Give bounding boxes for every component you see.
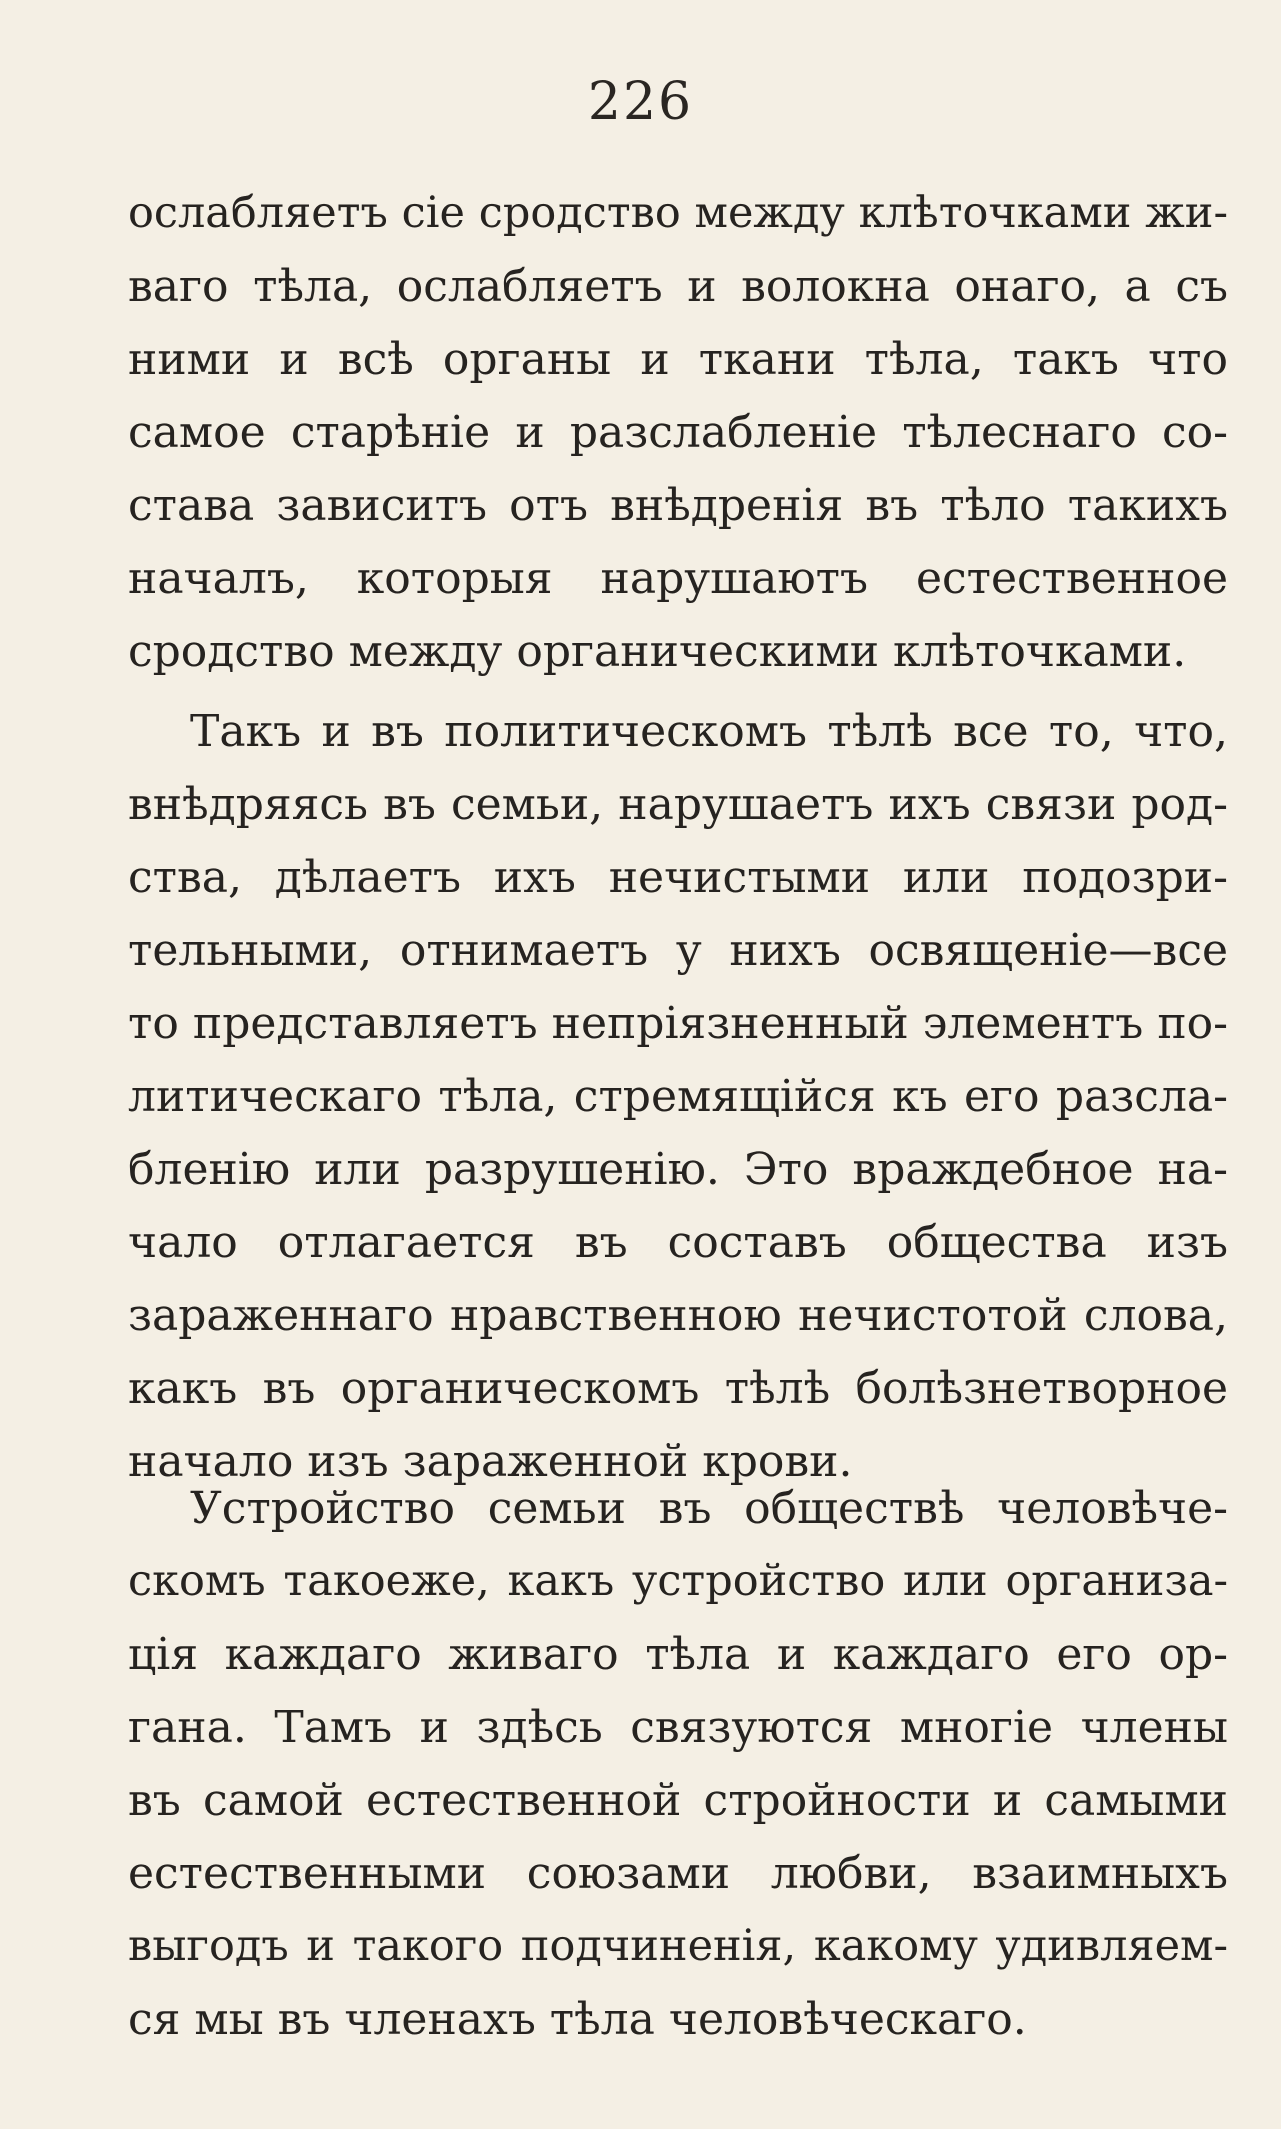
- text-line: самое старѣніе и разслабленіе тѣлеснаго со-: [128, 407, 1228, 458]
- text-line: началъ, которыя нарушаютъ естественное: [128, 553, 1228, 604]
- text-line: скомъ такоеже, какъ устройство или организа-: [128, 1556, 1228, 1606]
- page-number: 226: [587, 72, 694, 132]
- text-line: ними и всѣ органы и ткани тѣла, такъ что: [128, 334, 1228, 385]
- paragraph-2: [128, 695, 1228, 1498]
- text-line: то представляетъ непріязненный элементъ по-: [128, 998, 1228, 1049]
- text-line: естественными союзами любви, взаимныхъ: [128, 1848, 1228, 1899]
- text-line: какъ въ органическомъ тѣлѣ болѣзнетворное: [128, 1363, 1228, 1414]
- text-line: ція каждаго живаго тѣла и каждаго его ор-: [128, 1629, 1228, 1680]
- text-line: чало отлагается въ составъ общества изъ: [128, 1217, 1228, 1268]
- text-line: ства, дѣлаетъ ихъ нечистыми или подозри-: [128, 852, 1228, 903]
- text-line: выгодъ и такого подчиненія, какому удивляем-: [128, 1921, 1228, 1971]
- paragraph-3: [128, 1472, 1228, 2056]
- text-line: Устройство семьи въ обществѣ человѣче-: [190, 1483, 1228, 1534]
- text-line: ся мы въ членахъ тѣла человѣческаго.: [128, 1994, 1027, 2045]
- text-line: Такъ и въ политическомъ тѣлѣ все то, что,: [190, 706, 1228, 757]
- text-line: ослабляетъ сіе сродство между клѣточками жи-: [128, 188, 1228, 238]
- text-line: зараженнаго нравственною нечистотой слова,: [128, 1290, 1228, 1341]
- text-line: бленію или разрушенію. Это враждебное на-: [128, 1144, 1228, 1195]
- text-line: сродство между органическими клѣточками.: [128, 626, 1187, 677]
- text-line: въ самой естественной стройности и самыми: [128, 1775, 1228, 1826]
- text-line: литическаго тѣла, стремящійся къ его разсла-: [128, 1071, 1228, 1122]
- text-line: ваго тѣла, ослабляетъ и волокна онаго, а съ: [128, 261, 1228, 312]
- text-line: начало изъ зараженной крови.: [128, 1436, 853, 1487]
- text-line: тельными, отнимаетъ у нихъ освященіе—все: [128, 925, 1228, 976]
- paragraph-1: [128, 177, 1228, 688]
- text-line: внѣдряясь въ семьи, нарушаетъ ихъ связи род-: [128, 779, 1228, 830]
- text-line: става зависитъ отъ внѣдренія въ тѣло такихъ: [128, 480, 1228, 531]
- text-line: гана. Тамъ и здѣсь связуются многіе члены: [128, 1702, 1228, 1753]
